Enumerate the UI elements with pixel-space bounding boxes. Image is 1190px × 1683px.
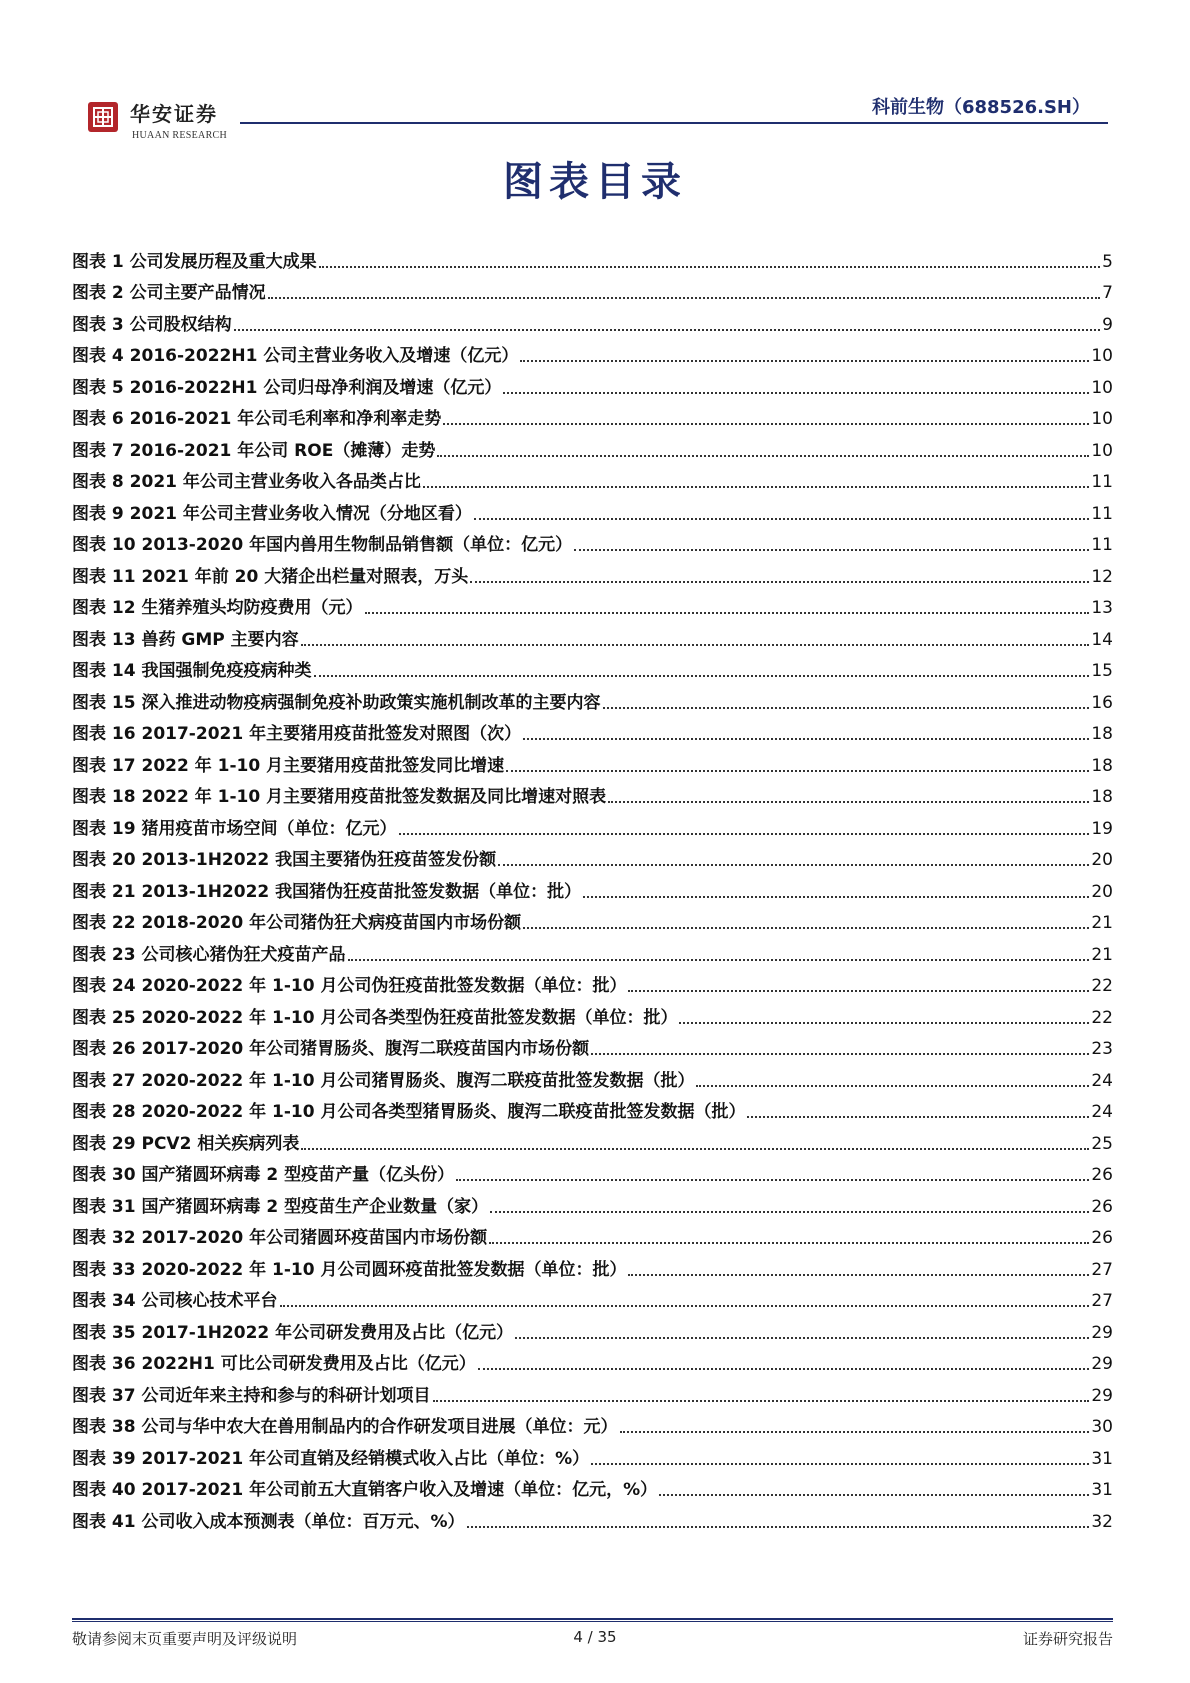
toc-entry-page: 12 [1091,566,1113,587]
toc-entry[interactable] [72,588,1113,620]
toc-leader-dots [433,1400,1090,1402]
toc-entry[interactable] [72,745,1113,777]
toc-leader-dots [478,1368,1090,1370]
toc-entry[interactable] [72,808,1113,840]
toc-entry-label: 图表 28 2020-2022 年 1-10 月公司各类型猪胃肠炎、腹泻二联疫苗批签发数据（批） [72,1102,746,1122]
toc-entry-label: 图表 32 2017-2020 年公司猪圆环疫苗国内市场份额 [72,1228,488,1248]
page-title: 图表目录 [503,158,687,205]
report-subject: 科前生物（688526.SH） [871,97,1090,118]
toc-leader-dots [679,1022,1089,1024]
toc-entry-label: 图表 27 2020-2022 年 1-10 月公司猪胃肠炎、腹泻二联疫苗批签发数据（批） [72,1070,695,1091]
toc-entry[interactable] [72,840,1113,872]
footer-page-indicator: 4 / 35 [573,1628,617,1646]
toc-entry-page: 20 [1091,881,1113,902]
toc-entry-page: 9 [1102,314,1113,335]
toc-entry-label: 图表 10 2013-2020 年国内兽用生物制品销售额（单位：亿元） [72,535,573,555]
toc-entry-label: 图表 12 生猪养殖头均防疫费用（元） [72,598,363,618]
toc-leader-dots [628,1274,1089,1276]
toc-leader-dots [523,738,1089,740]
toc-entry-page: 7 [1102,283,1113,303]
toc-entry-label: 图表 14 我国强制免疫疫病种类 [72,661,312,681]
toc-entry[interactable] [72,556,1113,588]
toc-entry[interactable] [72,934,1113,966]
toc-entry-label: 图表 34 公司核心技术平台 [72,1291,278,1311]
toc-entry-label: 图表 36 2022H1 可比公司研发费用及占比（亿元） [72,1354,476,1374]
toc-entry-label: 图表 1 公司发展历程及重大成果 [72,251,317,272]
toc-leader-dots [574,549,1089,551]
toc-entry-label: 图表 13 兽药 GMP 主要内容 [72,629,299,650]
toc-leader-dots [443,423,1089,425]
toc-entry-page: 24 [1091,1070,1113,1091]
toc-entry-page: 26 [1091,1165,1113,1185]
toc-leader-dots [520,360,1089,362]
toc-entry[interactable] [72,777,1113,809]
toc-entry-label: 图表 23 公司核心猪伪狂犬疫苗产品 [72,944,346,965]
toc-entry[interactable] [72,714,1113,746]
toc-entry-label: 图表 30 国产猪圆环病毒 2 型疫苗产量（亿头份） [72,1165,455,1185]
toc-entry-label: 图表 4 2016-2022H1 公司主营业务收入及增速（亿元） [72,346,519,366]
toc-entry-page: 21 [1091,913,1113,933]
toc-entry-page: 10 [1091,346,1113,366]
toc-entry-label: 图表 20 2013-1H2022 我国主要猪伪狂疫苗签发份额 [72,850,497,870]
toc-entry-label: 图表 3 公司股权结构 [72,314,232,335]
toc-entry-label: 图表 25 2020-2022 年 1-10 月公司各类型伪狂疫苗批签发数据（单位：批） [72,1007,678,1028]
toc-leader-dots [268,297,1101,299]
toc-entry-page: 25 [1091,1133,1113,1154]
toc-entry[interactable] [72,1501,1113,1533]
toc-leader-dots [608,801,1089,803]
toc-entry-page: 20 [1091,850,1113,870]
toc-entry-page: 11 [1091,472,1113,492]
toc-entry-page: 24 [1091,1102,1113,1122]
toc-leader-dots [474,518,1089,520]
toc-leader-dots [523,927,1089,929]
toc-entry[interactable] [72,1186,1113,1218]
table-of-figures [72,241,1113,1533]
toc-entry-page: 29 [1091,1385,1113,1406]
toc-entry[interactable] [72,399,1113,431]
toc-entry-label: 图表 2 公司主要产品情况 [72,283,266,303]
toc-leader-dots [470,581,1089,583]
toc-entry[interactable] [72,525,1113,557]
toc-entry-page: 29 [1091,1322,1113,1343]
toc-leader-dots [467,1526,1090,1528]
toc-entry-page: 16 [1091,692,1113,713]
toc-entry[interactable] [72,367,1113,399]
toc-leader-dots [583,896,1089,898]
toc-leader-dots [314,675,1090,677]
toc-leader-dots [498,864,1089,866]
toc-entry-page: 18 [1091,755,1113,776]
footer-report-type: 证券研究报告 [1022,1630,1113,1648]
toc-entry-label: 图表 33 2020-2022 年 1-10 月公司圆环疫苗批签发数据（单位：批） [72,1259,627,1280]
toc-entry-label: 图表 6 2016-2021 年公司毛利率和净利率走势 [72,409,442,429]
toc-entry-label: 图表 29 PCV2 相关疾病列表 [72,1133,300,1154]
toc-entry-label: 图表 5 2016-2022H1 公司归母净利润及增速（亿元） [72,377,502,398]
toc-entry-page: 18 [1091,724,1113,744]
toc-entry-label: 图表 41 公司收入成本预测表（单位：百万元、%） [72,1511,465,1532]
toc-entry-page: 31 [1091,1480,1113,1500]
toc-entry-label: 图表 17 2022 年 1-10 月主要猪用疫苗批签发同比增速 [72,755,505,776]
toc-entry-label: 图表 31 国产猪圆环病毒 2 型疫苗生产企业数量（家） [72,1196,489,1217]
toc-entry-page: 26 [1091,1228,1113,1248]
toc-entry-page: 22 [1091,1007,1113,1028]
toc-entry-page: 19 [1091,818,1113,839]
toc-leader-dots [399,833,1090,835]
toc-leader-dots [659,1494,1089,1496]
toc-leader-dots [301,1148,1089,1150]
toc-entry[interactable] [72,966,1113,998]
toc-leader-dots [603,707,1090,709]
toc-leader-dots [591,1463,1089,1465]
toc-entry-label: 图表 19 猪用疫苗市场空间（单位：亿元） [72,818,397,839]
toc-entry[interactable] [72,273,1113,305]
footer-disclaimer: 敬请参阅末页重要声明及评级说明 [72,1630,298,1648]
toc-entry[interactable] [72,336,1113,368]
toc-entry[interactable] [72,619,1113,651]
toc-leader-dots [423,486,1089,488]
toc-entry[interactable] [72,1470,1113,1502]
toc-entry-page: 10 [1091,440,1113,461]
toc-entry-label: 图表 15 深入推进动物疫病强制免疫补助政策实施机制改革的主要内容 [72,692,601,713]
toc-entry-label: 图表 11 2021 年前 20 大猪企出栏量对照表，万头 [72,566,469,587]
toc-entry-label: 图表 9 2021 年公司主营业务收入情况（分地区看） [72,503,472,524]
toc-entry[interactable] [72,651,1113,683]
toc-leader-dots [301,644,1090,646]
toc-entry-label: 图表 18 2022 年 1-10 月主要猪用疫苗批签发数据及同比增速对照表 [72,787,607,807]
toc-entry[interactable] [72,1155,1113,1187]
toc-entry[interactable] [72,1092,1113,1124]
huaan-logo-icon [88,102,118,132]
toc-entry[interactable] [72,1312,1113,1344]
toc-entry[interactable] [72,493,1113,525]
toc-entry[interactable] [72,1344,1113,1376]
toc-entry-label: 图表 22 2018-2020 年公司猪伪狂犬病疫苗国内市场份额 [72,913,522,933]
logo-chinese-name: 华安证券 [130,102,218,126]
toc-entry-page: 14 [1091,629,1113,650]
toc-leader-dots [591,1053,1089,1055]
toc-entry[interactable] [72,997,1113,1029]
toc-leader-dots [437,455,1089,457]
toc-entry-label: 图表 8 2021 年公司主营业务收入各品类占比 [72,472,421,492]
toc-entry-page: 22 [1091,976,1113,996]
toc-leader-dots [506,770,1089,772]
toc-entry[interactable] [72,1249,1113,1281]
toc-entry[interactable] [72,1218,1113,1250]
toc-leader-dots [696,1085,1089,1087]
toc-leader-dots [515,1337,1089,1339]
toc-entry[interactable] [72,1123,1113,1155]
toc-entry-label: 图表 38 公司与华中农大在兽用制品内的合作研发项目进展（单位：元） [72,1417,618,1437]
toc-entry[interactable] [72,241,1113,273]
toc-entry[interactable] [72,1407,1113,1439]
toc-entry[interactable] [72,1375,1113,1407]
toc-entry-page: 21 [1091,944,1113,965]
toc-leader-dots [503,392,1089,394]
toc-entry-page: 5 [1102,251,1113,272]
toc-entry-page: 10 [1091,409,1113,429]
toc-entry-page: 31 [1091,1448,1113,1469]
toc-entry-page: 23 [1091,1039,1113,1059]
toc-entry-label: 图表 21 2013-1H2022 我国猪伪狂疫苗批签发数据（单位：批） [72,881,582,902]
toc-entry[interactable] [72,1060,1113,1092]
toc-entry[interactable] [72,430,1113,462]
toc-leader-dots [628,990,1089,992]
toc-entry-label: 图表 40 2017-2021 年公司前五大直销客户收入及增速（单位：亿元，%） [72,1480,658,1500]
toc-entry-page: 13 [1091,598,1113,618]
toc-entry-page: 29 [1091,1354,1113,1374]
toc-entry[interactable] [72,1438,1113,1470]
header-divider [240,122,1108,124]
toc-entry-page: 10 [1091,377,1113,398]
toc-entry-label: 图表 39 2017-2021 年公司直销及经销模式收入占比（单位：%） [72,1448,590,1469]
toc-entry-label: 图表 16 2017-2021 年主要猪用疫苗批签发对照图（次） [72,724,522,744]
toc-entry-label: 图表 7 2016-2021 年公司 ROE（摊薄）走势 [72,440,436,461]
toc-leader-dots [348,959,1090,961]
toc-entry-page: 27 [1091,1259,1113,1280]
toc-leader-dots [365,612,1090,614]
toc-leader-dots [620,1431,1090,1433]
toc-entry-label: 图表 37 公司近年来主持和参与的科研计划项目 [72,1385,431,1406]
toc-entry-page: 15 [1091,661,1113,681]
toc-leader-dots [747,1116,1089,1118]
toc-leader-dots [456,1179,1089,1181]
toc-leader-dots [490,1211,1089,1213]
toc-entry-page: 27 [1091,1291,1113,1311]
toc-leader-dots [489,1242,1089,1244]
toc-entry-label: 图表 26 2017-2020 年公司猪胃肠炎、腹泻二联疫苗国内市场份额 [72,1039,590,1059]
toc-leader-dots [319,266,1101,268]
toc-entry[interactable] [72,462,1113,494]
toc-entry-label: 图表 35 2017-1H2022 年公司研发费用及占比（亿元） [72,1322,514,1343]
toc-entry-page: 18 [1091,787,1113,807]
toc-entry[interactable] [72,682,1113,714]
toc-leader-dots [280,1305,1090,1307]
page-header [72,90,1108,150]
toc-entry[interactable] [72,871,1113,903]
toc-entry-label: 图表 24 2020-2022 年 1-10 月公司伪狂疫苗批签发数据（单位：批） [72,976,627,996]
toc-entry-page: 26 [1091,1196,1113,1217]
toc-entry-page: 11 [1091,503,1113,524]
footer-divider-thin [72,1621,1113,1622]
toc-entry[interactable] [72,903,1113,935]
toc-entry-page: 11 [1091,535,1113,555]
toc-entry-page: 32 [1091,1511,1113,1532]
footer-divider [72,1618,1113,1620]
toc-entry[interactable] [72,304,1113,336]
logo-english-name: HUAAN RESEARCH [132,130,228,141]
toc-entry[interactable] [72,1281,1113,1313]
toc-entry-page: 30 [1091,1417,1113,1437]
toc-entry[interactable] [72,1029,1113,1061]
toc-leader-dots [234,329,1101,331]
